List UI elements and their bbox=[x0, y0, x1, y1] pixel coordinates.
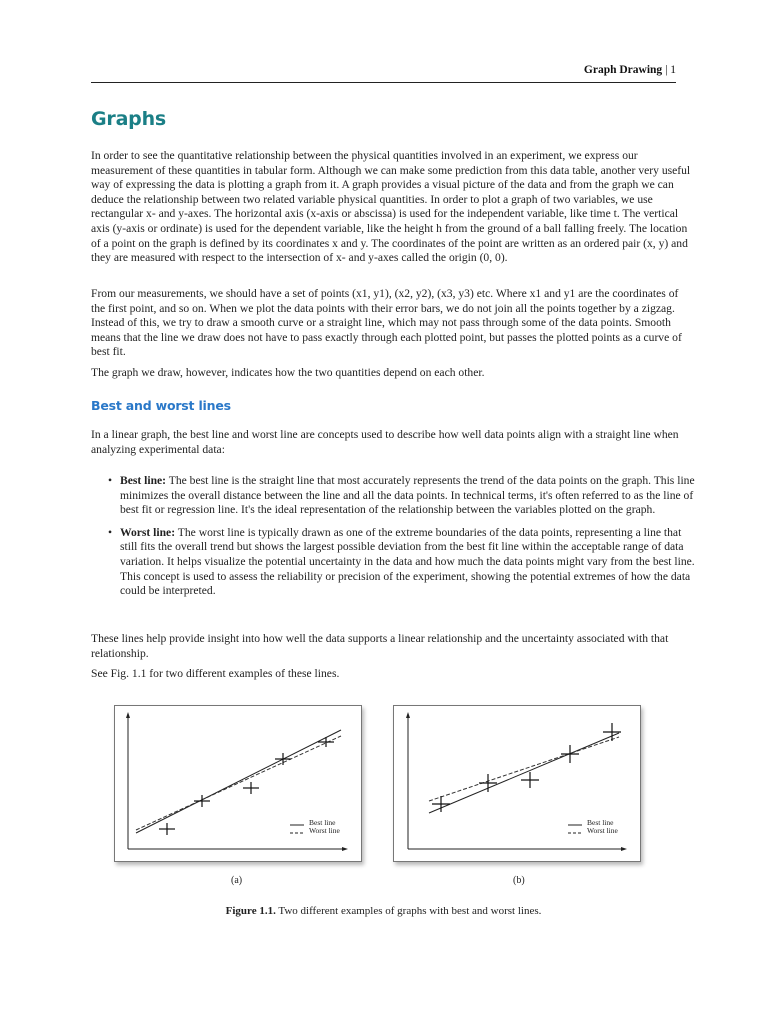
x-axis-arrow-icon bbox=[342, 847, 348, 851]
legend-worst-label: Worst line bbox=[587, 826, 618, 835]
worst-line bbox=[429, 737, 619, 801]
chart-b-plot bbox=[394, 706, 640, 861]
paragraph-see-figure: See Fig. 1.1 for two different examples of these lines. bbox=[91, 667, 340, 680]
header-rule bbox=[91, 82, 676, 83]
paragraph-insight: These lines help provide insight into how well the data supports a linear relationship and the uncertainty associated with that relationship. bbox=[91, 632, 669, 660]
subsection-title: Best and worst lines bbox=[91, 398, 231, 413]
paragraph-dependence: The graph we draw, however, indicates how the two quantities depend on each other. bbox=[91, 366, 485, 379]
figure-caption bbox=[91, 905, 676, 917]
term-worst-line: Worst line: bbox=[120, 525, 176, 539]
paragraph-intro: In order to see the quantitative relationship between the physical quantities involved in an experiment, we express our measurement of these quantities in tabular form. Although we can make some prediction from this data table, another very useful way of expressing the data is plotting a graph from it. A graph provides a visual picture of the data and from the graph we can deduce the relationship between two related variable physical quantities. In order to plot a graph of two variables, we use rectangular x- and y-axes. The horizontal axis (x-axis or abscissa) is used for the independent variable, like time t. The vertical axis (y-axis or ordinate) is used for the dependent variable, like the height h from the ground of a ball falling freely. The location of a point on the graph is defined by its coordinates x and y. The coordinates of the point are written as an ordered pair (x, y) and they are measured with respect to the intersection of x- and y-axes called the origin (0, 0). bbox=[91, 149, 691, 265]
definition-worst-line: The worst line is typically drawn as one of the extreme boundaries of the data points, representing a line that still fits the overall trend but shows the largest possible deviation from the best fit line within the acceptable range of data variation. It helps visualize the potential uncertainty in the data and how much the data points might vary from the best line. This concept is used to assess the reliability or precision of the experiment, showing the potential extremes of how the data could be interpreted. bbox=[120, 525, 695, 598]
page-number: 1 bbox=[670, 64, 676, 76]
figure-label: Figure 1.1. bbox=[225, 905, 276, 917]
best-line bbox=[429, 733, 619, 813]
paragraph-measurements: From our measurements, we should have a set of points (x1, y1), (x2, y2), (x3, y3) etc. Where x1 and y1 are the coordinates of the first point, and so on. When we plot the data points with their error bars, we do not join all the points together by a zigzag. Instead of this, we try to draw a smooth curve or a straight line, which may not pass through some of the data points. Smooth means that the line we draw does not have to pass exactly through each plotted point, but passes the plotted points as a curve of best fit. bbox=[91, 287, 682, 359]
section-title: Graphs bbox=[91, 108, 167, 130]
figure-panel-b bbox=[393, 705, 641, 862]
x-axis-arrow-icon bbox=[621, 847, 627, 851]
header-separator: | bbox=[662, 64, 671, 76]
figure-caption-text: Two different examples of graphs with best and worst lines. bbox=[275, 905, 542, 917]
worst-line bbox=[136, 736, 341, 830]
running-header bbox=[91, 64, 676, 76]
list-item-best-line bbox=[105, 474, 695, 518]
legend-best-label: Best line bbox=[309, 818, 336, 827]
term-best-line: Best line: bbox=[120, 474, 167, 487]
definition-list bbox=[105, 474, 695, 607]
y-axis-arrow-icon bbox=[126, 712, 130, 718]
definition-best-line: The best line is the straight line that most accurately represents the trend of the data points on the graph. This line minimizes the overall distance between the line and all the data points. In technical terms, it's often referred to as the line of best fit or regression line. It's the ideal representation of the relationship between the variables plotted on the graph. bbox=[120, 474, 695, 517]
legend-best-label: Best line bbox=[587, 818, 614, 827]
subcaption-b: (b) bbox=[513, 875, 525, 886]
running-title: Graph Drawing bbox=[583, 64, 663, 76]
data-points bbox=[432, 723, 621, 812]
legend-a bbox=[309, 819, 340, 835]
figure-panel-a bbox=[114, 705, 362, 862]
legend-b bbox=[587, 819, 618, 835]
chart-a-plot bbox=[115, 706, 361, 861]
y-axis-arrow-icon bbox=[406, 712, 410, 718]
paragraph-best-worst-intro: In a linear graph, the best line and worst line are concepts used to describe how well data points align with a straight line when analyzing experimental data: bbox=[91, 428, 679, 456]
legend-worst-label: Worst line bbox=[309, 826, 340, 835]
list-item-worst-line bbox=[105, 526, 695, 599]
subcaption-a: (a) bbox=[231, 875, 243, 886]
